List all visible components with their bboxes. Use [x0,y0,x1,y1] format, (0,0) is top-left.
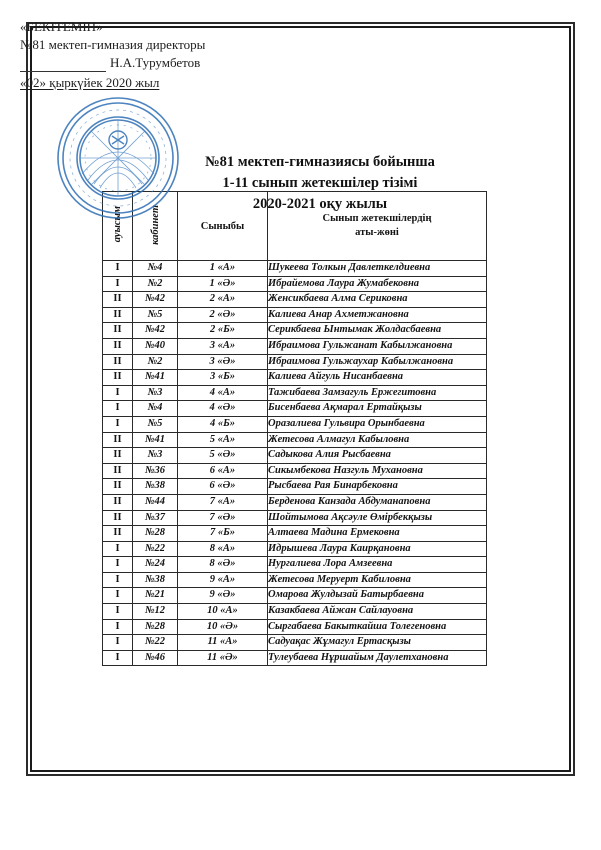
table-row [103,307,487,323]
cell-teacher: Тажибаева Замзагуль Ержегитовна [268,385,487,401]
table-row [103,650,487,666]
cell-class: 1 «Ә» [178,276,268,292]
cell-class: 4 «А» [178,385,268,401]
cell-shift: I [103,557,133,573]
title-line-2: 1-11 сынып жетекшілер тізімі [222,175,418,192]
table-row [103,385,487,401]
table-row [103,588,487,604]
cell-class: 7 «Б» [178,526,268,542]
cell-shift: II [103,510,133,526]
cell-shift: II [103,432,133,448]
cell-teacher: Ибраимова Гульжаухар Кабылжановна [268,354,487,370]
cell-teacher: Жетесова Алмагул Кабыловна [268,432,487,448]
cell-room: №22 [133,541,178,557]
cell-room: №3 [133,385,178,401]
cell-room: №12 [133,604,178,620]
cell-room: №36 [133,463,178,479]
table-row [103,261,487,277]
approval-date: «02» қыркүйек 2020 жыл [20,74,160,90]
cell-class: 1 «А» [178,261,268,277]
cell-room: №4 [133,401,178,417]
table-row [103,370,487,386]
table-row [103,448,487,464]
cell-room: №41 [133,432,178,448]
cell-teacher: Берденова Канзада Абдуманаповна [268,494,487,510]
cell-teacher: Сыргабаева Бакыткайша Толегеновна [268,619,487,635]
title-line-3: 2020-2021 оқу жылы [252,196,388,213]
document-title [150,152,490,215]
cell-teacher: Калиева Айгуль Нисанбаевна [268,370,487,386]
cell-class: 2 «Б» [178,323,268,339]
cell-shift: I [103,635,133,651]
cell-room: №42 [133,292,178,308]
cell-room: №4 [133,261,178,277]
cell-room: №40 [133,338,178,354]
table-row [103,432,487,448]
cell-room: №5 [133,416,178,432]
cell-teacher: Сикымбекова Назгуль Мухановна [268,463,487,479]
cell-class: 5 «А» [178,432,268,448]
table-row [103,276,487,292]
director-name: Н.А.Турумбетов [110,55,201,71]
cell-teacher: Омарова Жулдызай Батырбаевна [268,588,487,604]
cell-class: 3 «Б» [178,370,268,386]
cell-class: 6 «А» [178,463,268,479]
cell-class: 7 «Ә» [178,510,268,526]
cell-shift: I [103,541,133,557]
cell-teacher: Женсикбаева Алма Сериковна [268,292,487,308]
title-line-1: №81 мектеп-гимназиясы бойынша [205,154,435,170]
cell-class: 2 «А» [178,292,268,308]
cell-shift: I [103,385,133,401]
cell-shift: II [103,323,133,339]
cell-class: 11 «А» [178,635,268,651]
cell-shift: II [103,479,133,495]
header-teacher-line-1: Сынып жетекшілердің [322,213,432,225]
cell-shift: I [103,619,133,635]
cell-shift: I [103,604,133,620]
approval-block [20,18,320,91]
cell-room: №3 [133,448,178,464]
approval-keyword: «БЕКІТЕМІН» [20,19,103,34]
cell-class: 4 «Б» [178,416,268,432]
cell-class: 8 «А» [178,541,268,557]
cell-room: №41 [133,370,178,386]
cell-room: №21 [133,588,178,604]
cell-teacher: Садыкова Алия Рысбаевна [268,448,487,464]
table-row [103,494,487,510]
cell-class: 9 «Ә» [178,588,268,604]
cell-teacher: Идрышева Лаура Каирқановна [268,541,487,557]
cell-room: №2 [133,354,178,370]
cell-room: №37 [133,510,178,526]
table-row [103,416,487,432]
signature-row [20,54,320,72]
cell-room: №38 [133,572,178,588]
cell-shift: I [103,588,133,604]
cell-room: №44 [133,494,178,510]
cell-shift: I [103,261,133,277]
cell-teacher: Алтаева Мадина Ермековна [268,526,487,542]
table-row [103,354,487,370]
cell-room: №28 [133,526,178,542]
cell-teacher: Шойтымова Ақсәуле Өмірбекқызы [268,510,487,526]
cell-room: №22 [133,635,178,651]
cell-shift: II [103,370,133,386]
cell-shift: II [103,526,133,542]
cell-class: 10 «А» [178,604,268,620]
cell-shift: I [103,276,133,292]
cell-room: №5 [133,307,178,323]
cell-class: 7 «А» [178,494,268,510]
class-teacher-roster-table [102,191,487,666]
table-row [103,604,487,620]
cell-shift: II [103,338,133,354]
cell-teacher: Жетесова Меруерт Кабиловна [268,572,487,588]
signature-rule [20,59,106,72]
table-row [103,338,487,354]
table-row [103,635,487,651]
cell-class: 9 «А» [178,572,268,588]
table-row [103,463,487,479]
table-row [103,572,487,588]
cell-teacher: Шукеева Толкын Давлеткелдиевна [268,261,487,277]
director-title-line: №81 мектеп-гимназия директоры [20,36,206,52]
table-row [103,323,487,339]
cell-teacher: Серикбаева Ынтымак Жолдасбаевна [268,323,487,339]
cell-room: №28 [133,619,178,635]
cell-class: 3 «А» [178,338,268,354]
cell-shift: II [103,448,133,464]
cell-room: №46 [133,650,178,666]
cell-shift: II [103,463,133,479]
cell-room: №24 [133,557,178,573]
cell-teacher: Ибрайемова Лаура Жумабековна [268,276,487,292]
cell-shift: II [103,354,133,370]
table-row [103,510,487,526]
header-teacher-line-2: аты-жөні [355,227,399,238]
table-row [103,401,487,417]
cell-shift: II [103,307,133,323]
table-row [103,292,487,308]
header-class-label: Сыныбы [200,220,245,232]
cell-room: №42 [133,323,178,339]
cell-teacher: Казакбаева Айжан Сайлауовна [268,604,487,620]
cell-shift: I [103,401,133,417]
cell-shift: I [103,572,133,588]
cell-teacher: Садуақас Жұмагул Ертасқызы [268,635,487,651]
cell-teacher: Бисенбаева Ақмарал Ертайқызы [268,401,487,417]
cell-class: 4 «Ә» [178,401,268,417]
table-body [103,261,487,666]
cell-room: №38 [133,479,178,495]
cell-teacher: Ибраимова Гульжанат Кабылжановна [268,338,487,354]
cell-shift: II [103,292,133,308]
cell-class: 5 «Ә» [178,448,268,464]
table-row [103,619,487,635]
cell-class: 8 «Ә» [178,557,268,573]
header-room-label: кабинет [149,204,161,245]
table-row [103,557,487,573]
cell-teacher: Калиева Анар Ахметжановна [268,307,487,323]
table-row [103,479,487,495]
table-row [103,541,487,557]
cell-teacher: Оразалиева Гульвира Орынбаевна [268,416,487,432]
cell-class: 2 «Ә» [178,307,268,323]
cell-shift: II [103,494,133,510]
approval-date-wrap [20,72,320,92]
cell-room: №2 [133,276,178,292]
cell-teacher: Тулеубаева Нұршайым Даулетхановна [268,650,487,666]
cell-shift: I [103,416,133,432]
cell-class: 6 «Ә» [178,479,268,495]
table-row [103,526,487,542]
cell-teacher: Нургалиева Лора Амзеевна [268,557,487,573]
cell-shift: I [103,650,133,666]
cell-class: 11 «Ә» [178,650,268,666]
cell-class: 3 «Ә» [178,354,268,370]
header-shift-label: ауысым [112,206,123,243]
cell-class: 10 «Ә» [178,619,268,635]
cell-teacher: Рысбаева Рая Бинарбековна [268,479,487,495]
